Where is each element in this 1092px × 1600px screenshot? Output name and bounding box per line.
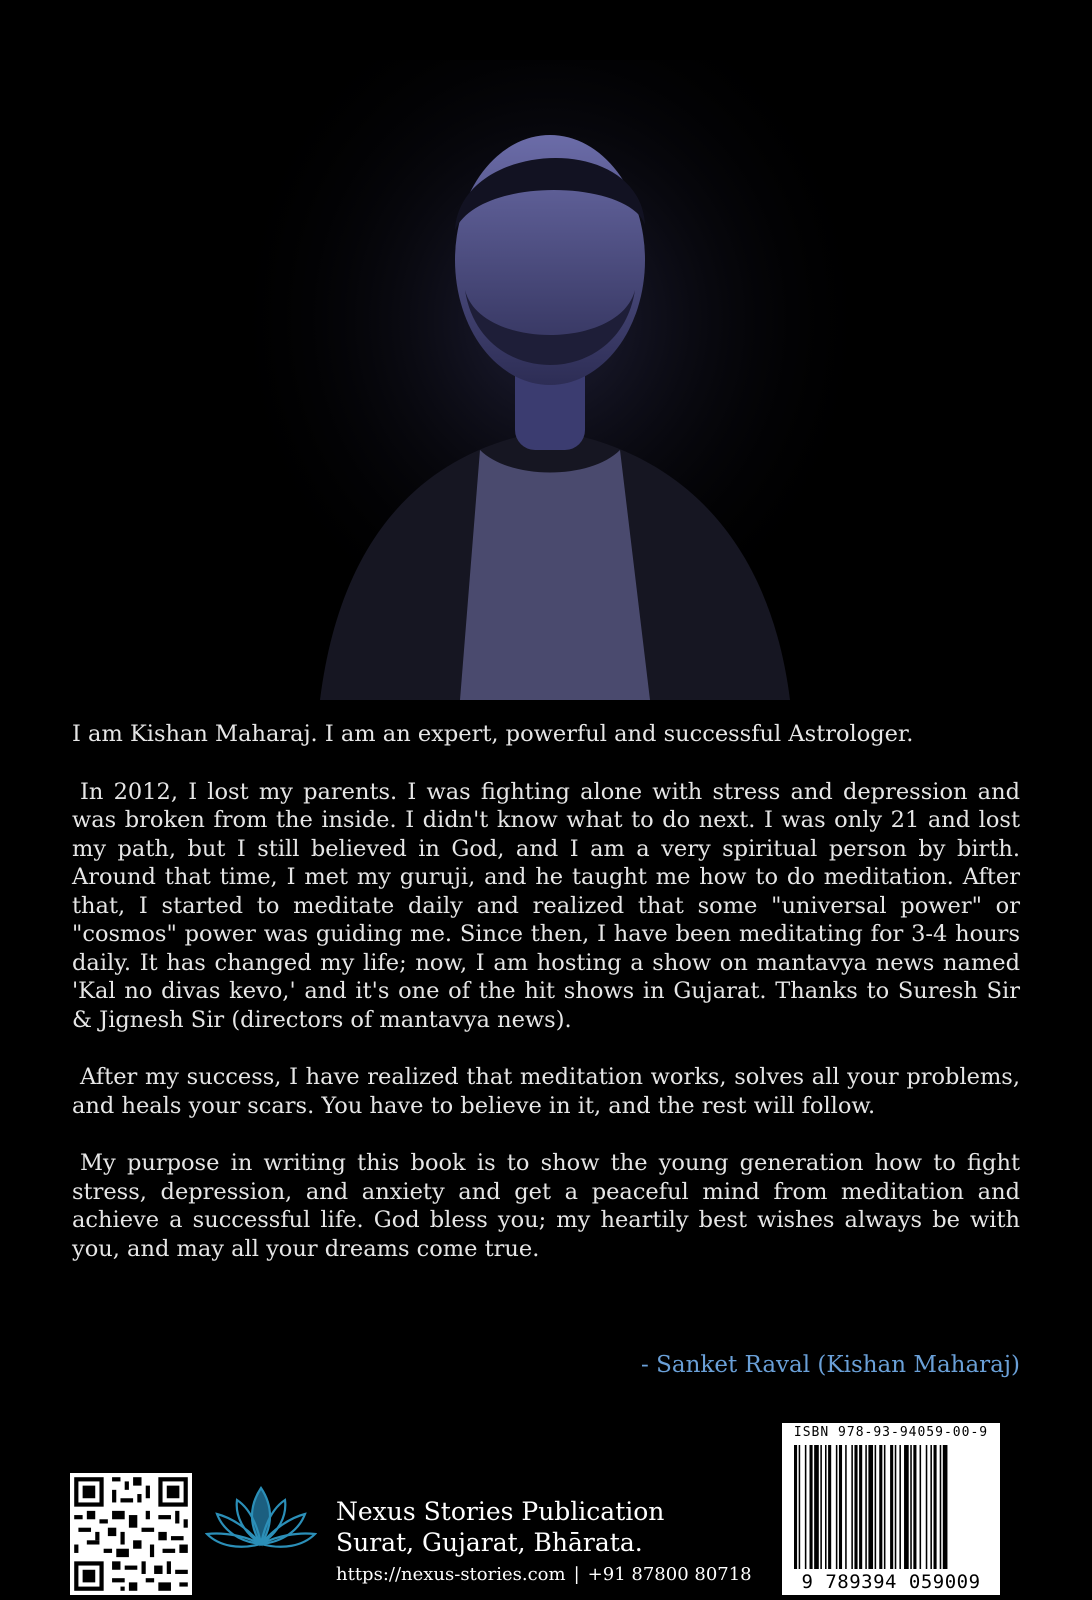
intro-paragraph: I am Kishan Maharaj. I am an expert, powerful and successful Astrologer.	[72, 721, 914, 747]
author-signature: - Sanket Raval (Kishan Maharaj)	[641, 1352, 1020, 1378]
publisher-name: Nexus Stories Publication	[336, 1497, 665, 1526]
publisher-address: Surat, Gujarat, Bhārata.	[336, 1528, 643, 1557]
lotus-logo-icon	[205, 1480, 317, 1556]
isbn-barcode	[782, 1423, 1000, 1595]
publisher-phone: +91 87800 80718	[587, 1564, 752, 1585]
contact-separator: |	[573, 1564, 580, 1585]
publisher-info	[336, 1496, 752, 1590]
isbn-label: ISBN 978-93-94059-00-9	[793, 1425, 989, 1440]
book-description	[72, 720, 1020, 1292]
barcode-bars	[794, 1445, 988, 1569]
qr-code-icon	[70, 1473, 192, 1595]
purpose-paragraph: My purpose in writing this book is to show the young generation how to fight stress, depression, and anxiety and get a peaceful mind from meditation and achieve a successful life. God bless you; my heartily best wishes always be with you, and may all your dreams come true.	[72, 1150, 1020, 1262]
success-paragraph: After my success, I have realized that meditation works, solves all your problems, and heals your scars. You have to believe in it, and the rest will follow.	[72, 1064, 1020, 1119]
publisher-contact	[336, 1560, 752, 1590]
publisher-website[interactable]: https://nexus-stories.com	[336, 1564, 566, 1585]
story-paragraph: In 2012, I lost my parents. I was fighting alone with stress and depression and was broken from the inside. I didn't know what to do next. I was only 21 and lost my path, but I still believed in God, and I am a very spiritual person by birth. Around that time, I met my guruji, and he taught me how to do meditation. After that, I started to meditate daily and realized that some "universal power" or "cosmos" power was guiding me. Since then, I have been meditating for 3-4 hours daily. It has changed my life; now, I am hosting a show on mantavya news named 'Kal no divas kevo,' and it's one of the hit shows in Gujarat. Thanks to Suresh Sir & Jignesh Sir (directors of mantavya news).	[72, 778, 1020, 1033]
author-photo	[250, 60, 850, 710]
barcode-digits: 9 789394 059009	[801, 1571, 981, 1593]
